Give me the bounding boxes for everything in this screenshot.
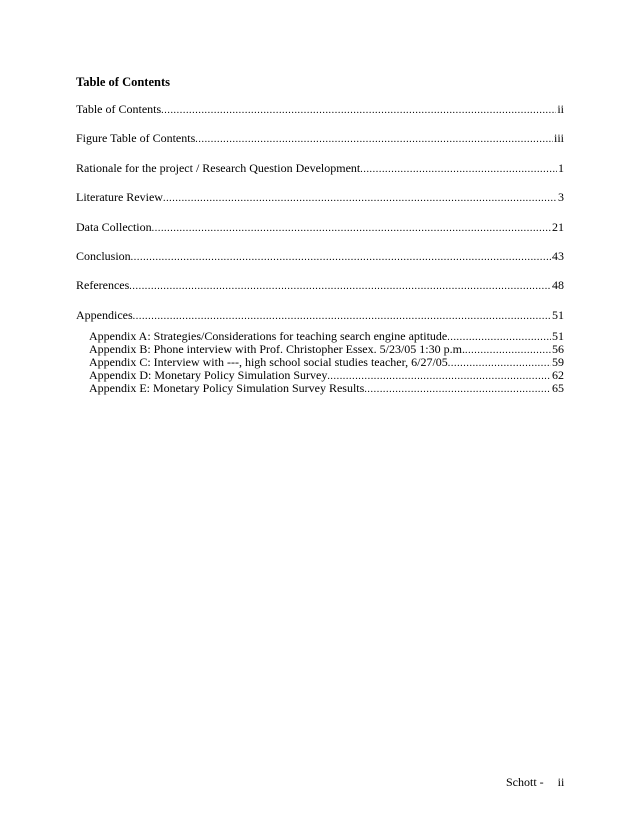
toc-entry-title: Data Collection [76, 219, 152, 234]
toc-entry-page: 51 [552, 330, 564, 343]
toc-entry-page: 59 [552, 356, 564, 369]
toc-entry-appendix-b[interactable] [89, 343, 564, 356]
dot-leader [161, 103, 556, 117]
dot-leader [129, 279, 551, 293]
toc-entry-title: Conclusion [76, 248, 131, 263]
dot-leader [163, 191, 557, 205]
toc-entry-page: 62 [552, 369, 564, 382]
dot-leader [364, 383, 551, 395]
toc-entry-page: 51 [552, 307, 564, 322]
toc-entry-figure-table[interactable] [76, 130, 564, 146]
toc-entry-title: Literature Review [76, 190, 163, 205]
toc-entry-title: Appendix D: Monetary Policy Simulation Survey [89, 369, 328, 382]
toc-entry-table-of-contents[interactable] [76, 101, 564, 117]
dot-leader [447, 331, 551, 343]
toc-entry-rationale[interactable] [76, 160, 564, 176]
toc-entry-appendix-e[interactable] [89, 382, 564, 395]
toc-entry-data-collection[interactable] [76, 219, 564, 235]
toc-entry-page: 1 [558, 160, 564, 175]
page-footer [506, 774, 564, 790]
toc-entry-title: Figure Table of Contents [76, 131, 196, 146]
dot-leader [131, 250, 551, 264]
toc-entry-title: References [76, 278, 130, 293]
dot-leader [465, 344, 551, 356]
toc-entry-page: iii [553, 131, 564, 146]
footer-author: Schott - [506, 775, 544, 789]
toc-entry-appendices[interactable] [76, 307, 564, 323]
toc-entry-page: 56 [552, 343, 564, 356]
dot-leader [448, 357, 551, 369]
toc-entry-title: Appendix C: Interview with ---, high school social studies teacher, 6/27/05 [89, 356, 448, 369]
dot-leader [360, 162, 557, 176]
dot-leader [327, 370, 551, 382]
toc-entry-appendix-d[interactable] [89, 369, 564, 382]
toc-entry-title: Table of Contents [76, 102, 162, 116]
toc-entry-page: 65 [552, 382, 564, 395]
toc-entry-references[interactable] [76, 277, 564, 293]
toc-entry-page: 48 [552, 278, 564, 293]
toc-entry-title: Appendices [76, 307, 133, 322]
toc-entry-appendix-a[interactable] [89, 330, 564, 343]
toc-entry-title: Appendix A: Strategies/Considerations for teaching search engine aptitude [89, 330, 448, 343]
toc-entry-page: 43 [552, 248, 564, 263]
dot-leader [133, 309, 551, 323]
dot-leader [152, 221, 551, 235]
toc-entry-appendix-c[interactable] [89, 356, 564, 369]
toc-heading: Table of Contents [76, 75, 170, 89]
toc-entry-conclusion[interactable] [76, 248, 564, 264]
footer-page-number: ii [557, 775, 565, 789]
toc-entry-title: Appendix B: Phone interview with Prof. Christopher Essex. 5/23/05 1:30 p.m. [89, 343, 465, 356]
toc-entry-page: 3 [558, 190, 564, 205]
toc-entry-title: Appendix E: Monetary Policy Simulation Survey Results [89, 382, 365, 395]
toc-entry-title: Rationale for the project / Research Question Development [76, 160, 361, 175]
toc-entry-page: ii [557, 102, 564, 116]
appendix-list [89, 330, 564, 395]
toc-entry-page: 21 [552, 219, 564, 234]
toc-entry-literature-review[interactable] [76, 189, 564, 205]
toc-list [76, 101, 564, 336]
dot-leader [195, 132, 553, 146]
